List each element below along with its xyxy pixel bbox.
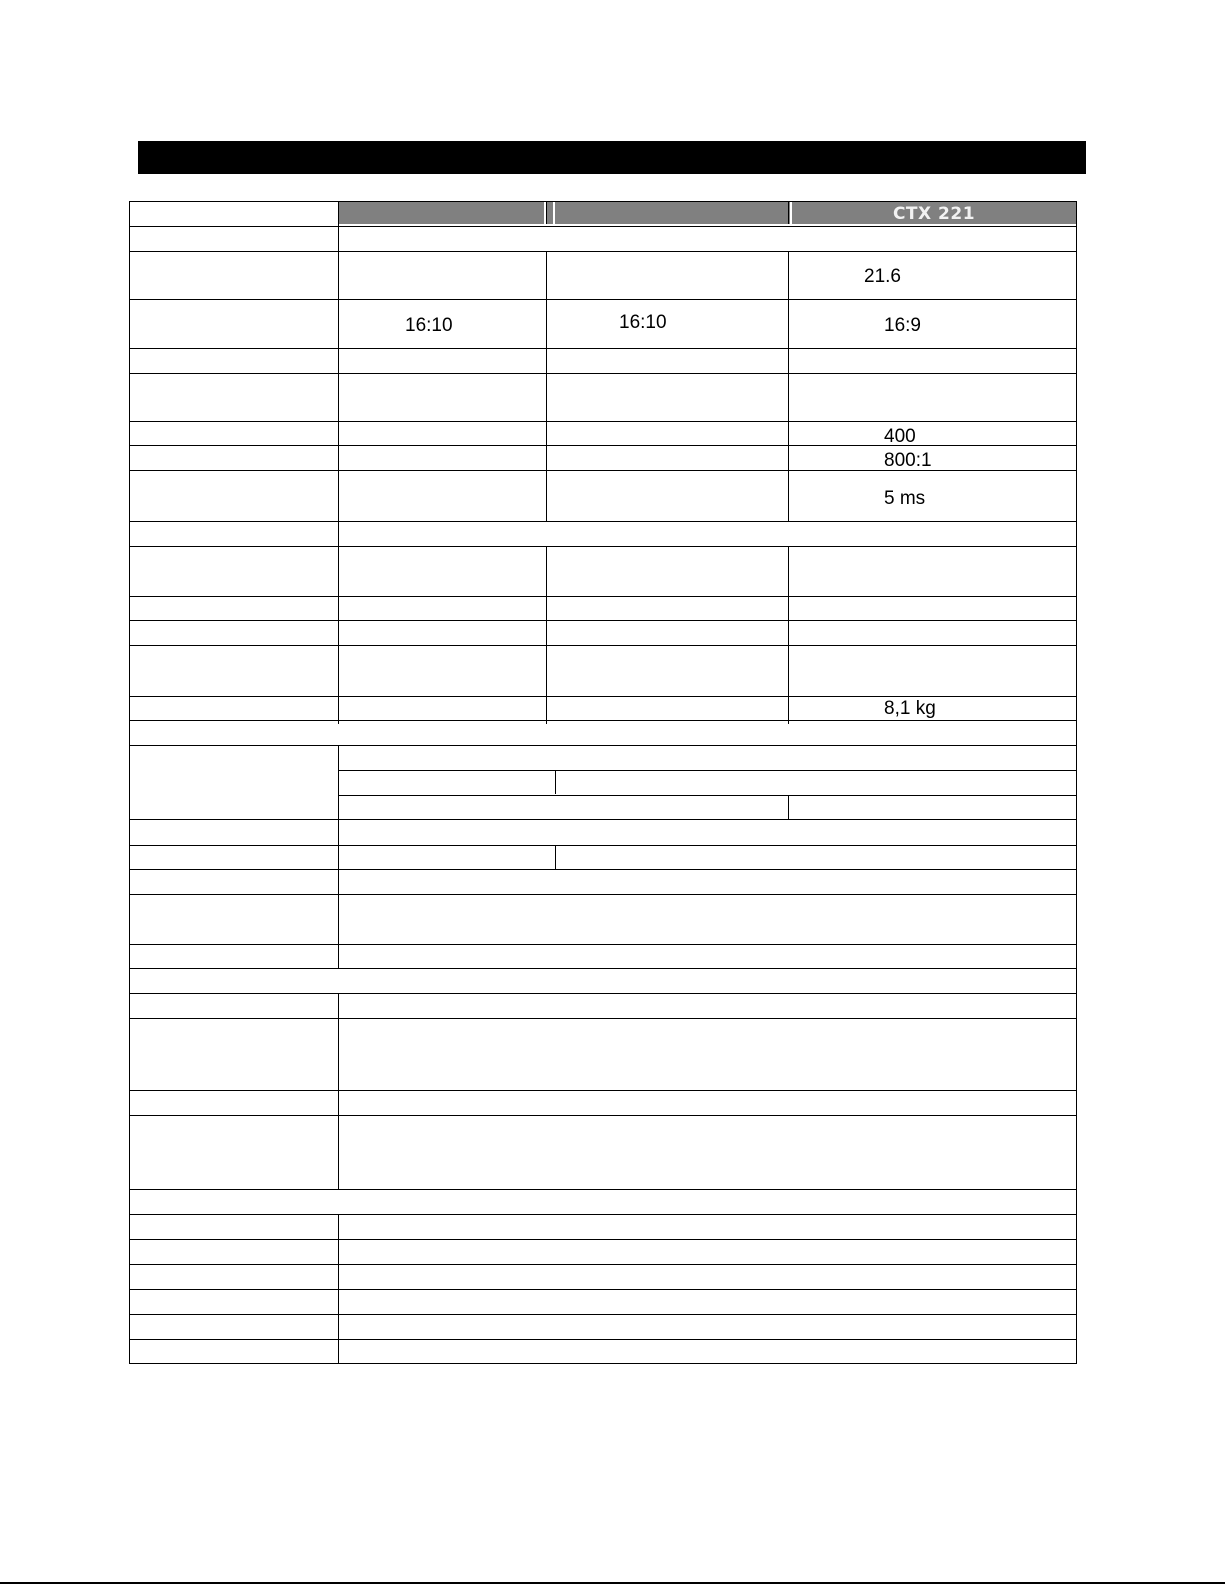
divider-label [338,993,339,1190]
row-line [129,421,1077,422]
size-col3: 21.6 [864,266,901,287]
row-line [129,1314,1077,1315]
divider-col [546,546,547,724]
row-line [129,1363,1077,1364]
contrast-col3: 800:1 [884,450,932,471]
header-cell-model-1 [338,202,544,224]
divider-col [555,770,556,794]
brightness-col3: 400 [884,426,916,447]
row-line [129,845,1077,846]
row-line [129,894,1077,895]
aspect-ratio-col3: 16:9 [884,315,921,336]
row-line [129,251,1077,252]
row-line [129,1189,1077,1190]
row-line [129,1090,1077,1091]
row-line [129,968,1077,969]
row-line [129,546,1077,547]
divider-col [555,845,556,869]
row-line [129,696,1077,697]
row-line [129,348,1077,349]
page-bottom-rule [0,1582,1225,1584]
row-line [129,1289,1077,1290]
weight-col3: 8,1 kg [884,698,936,719]
row-line [129,620,1077,621]
header-cell-model-2 [546,202,790,224]
row-line [129,944,1077,945]
divider-col [788,251,789,522]
row-line [129,201,1077,202]
header-separator [553,202,555,224]
row-line [129,596,1077,597]
divider-col [788,201,789,224]
divider-col [546,201,547,224]
row-line [129,1339,1077,1340]
row-line [129,1214,1077,1215]
row-line [129,1018,1077,1019]
row-line [129,1239,1077,1240]
row-line [129,1115,1077,1116]
row-line [129,521,1077,522]
row-line [338,770,1077,771]
row-line [129,819,1077,820]
divider-col [546,251,547,522]
row-line [129,869,1077,870]
row-line [129,445,1077,446]
row-line [129,645,1077,646]
row-line [129,226,1077,227]
divider-label [338,745,339,968]
row-line [129,745,1077,746]
divider-col [788,795,789,819]
divider-col [788,546,789,724]
model-name-col3: CTX 221 [892,204,976,224]
row-line [129,993,1077,994]
row-line [129,1264,1077,1265]
row-line [129,299,1077,300]
aspect-ratio-col2: 16:10 [619,312,667,333]
row-line [129,373,1077,374]
row-line [129,470,1077,471]
row-line [338,795,1077,796]
response-time-col3: 5 ms [884,488,926,509]
aspect-ratio-col1: 16:10 [405,315,453,336]
row-line [129,720,1077,721]
